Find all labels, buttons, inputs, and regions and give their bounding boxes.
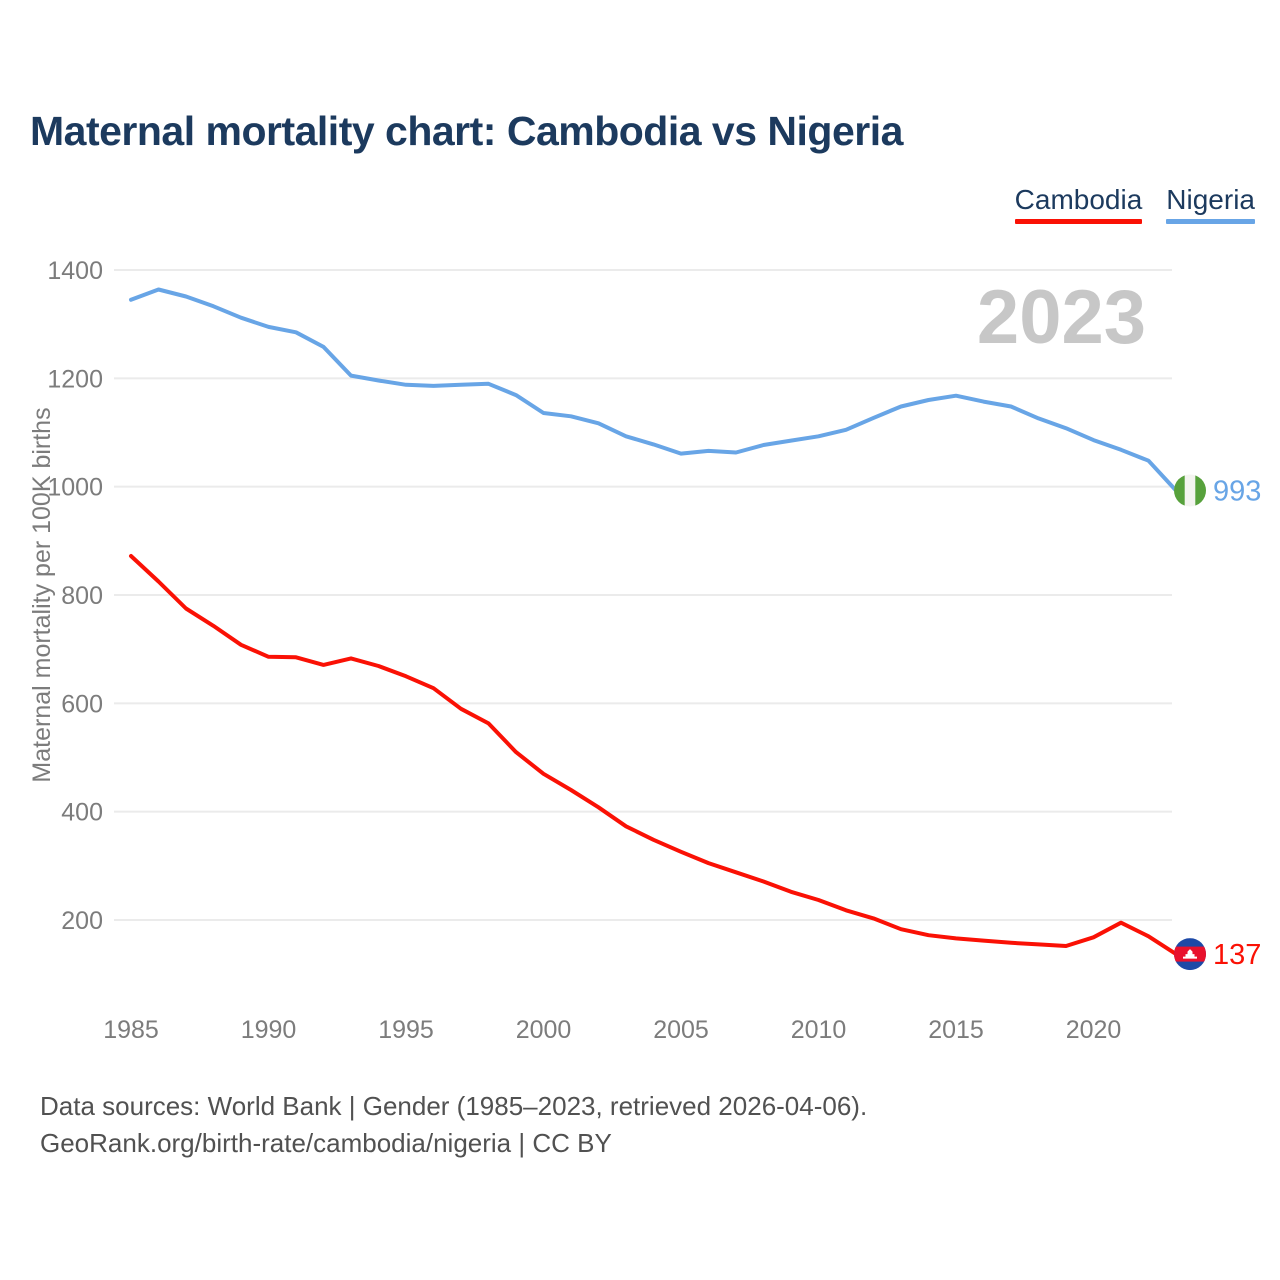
- series-layer: [131, 290, 1261, 972]
- legend-label-nigeria: Nigeria: [1166, 184, 1255, 215]
- y-tick-label: 1400: [47, 257, 103, 285]
- y-tick-label: 800: [61, 582, 103, 610]
- y-tick-label: 400: [61, 798, 103, 827]
- x-tick-label: 2015: [928, 1016, 984, 1044]
- grid-layer: [114, 270, 1172, 920]
- y-tick-label: 200: [61, 907, 103, 935]
- watermark-year: 2023: [976, 275, 1146, 360]
- footer: [40, 1088, 867, 1162]
- cambodia-end-value: 137: [1213, 939, 1262, 972]
- x-tick-label: 2020: [1065, 1016, 1122, 1044]
- x-tick-label: 1995: [378, 1016, 434, 1044]
- footer-sources-line: Data sources: World Bank | Gender (1985–2023, retrieved 2026-04-06).: [40, 1091, 868, 1121]
- y-axis-title: Maternal mortality per 100K births: [28, 407, 56, 783]
- x-tick-label: 1985: [103, 1016, 159, 1044]
- x-tick-label: 1990: [240, 1016, 297, 1044]
- x-tick-label: 2005: [653, 1016, 709, 1044]
- y-tick-label: 1200: [47, 365, 103, 394]
- x-tick-label: 2000: [515, 1016, 572, 1044]
- cambodia-line[interactable]: [131, 556, 1176, 954]
- cambodia-flag-icon: [1174, 938, 1206, 970]
- nigeria-flag-icon: [1174, 475, 1206, 507]
- nigeria-end-value: 993: [1213, 475, 1262, 508]
- x-tick-label: 2010: [790, 1016, 847, 1044]
- axis-label-layer: [28, 257, 1146, 1044]
- page-title: Maternal mortality chart: Cambodia vs Nigeria: [30, 108, 903, 154]
- y-tick-label: 1000: [47, 473, 103, 502]
- legend-label-cambodia: Cambodia: [1014, 184, 1143, 215]
- y-tick-label: 600: [61, 690, 103, 719]
- footer-attribution-line: GeoRank.org/birth-rate/cambodia/nigeria | CC BY: [40, 1128, 612, 1158]
